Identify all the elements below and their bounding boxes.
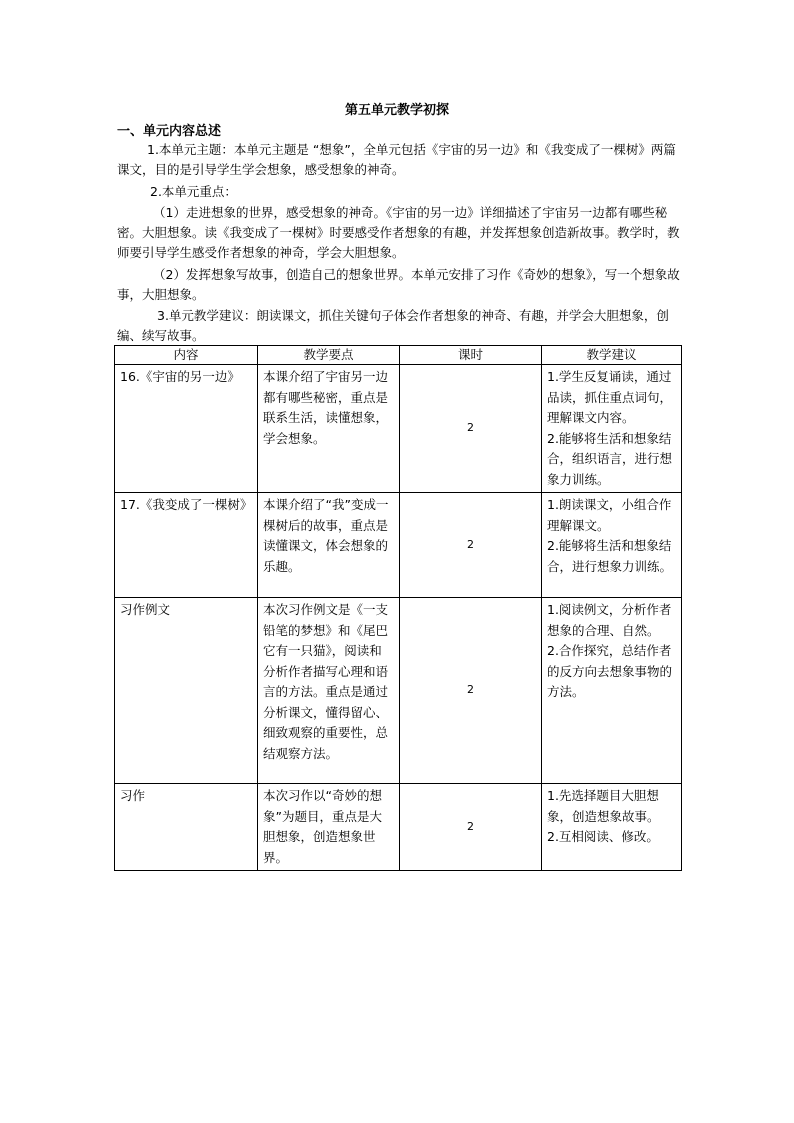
cell-teaching-points: 本次习作以“奇妙的想象”为题目，重点是大胆想象，创造想象世界。 [258,784,400,871]
table-row [115,493,682,598]
cell-teaching-suggestions: 1.阅读例文，分析作者想象的合理、自然。 2.合作探究，总结作者的反方向去想象事物的方法。 [542,598,682,784]
paragraph-focus-1: （1）走进想象的世界，感受想象的神奇。《宇宙的另一边》详细描述了宇宙另一边都有哪些秘密。大胆想象。读《我变成了一棵树》时要感受作者想象的有趣，并发挥想象创造新故事。教学时，教师要引导学生感受作者想象的神奇，学会大胆想象。 [117,205,680,260]
header-class-hours: 课时 [400,346,542,365]
section-heading: 一、单元内容总述 [117,124,222,139]
paragraph-unit-theme: 1.本单元主题：本单元主题是 “想象”，全单元包括《宇宙的另一边》和《我变成了一棵树》两篇课文，目的是引导学生学会想象，感受想象的神奇。 [117,142,676,177]
header-teaching-points: 教学要点 [258,346,400,365]
cell-content: 16.《宇宙的另一边》 [115,365,258,493]
table-row [115,784,682,871]
cell-teaching-suggestions: 1.学生反复诵读，通过品读，抓住重点词句，理解课文内容。 2.能够将生活和想象结合，组织语言，进行想象力训练。 [542,365,682,493]
table-row [115,365,682,493]
document-title: 第五单元教学初探 [344,103,449,118]
cell-content: 习作例文 [115,598,258,784]
cell-class-hours: 2 [400,493,542,598]
cell-content: 习作 [115,784,258,871]
lesson-plan-table [114,345,682,871]
cell-content: 17.《我变成了一棵树》 [115,493,258,598]
table-row [115,598,682,784]
header-teaching-suggestions: 教学建议 [542,346,682,365]
cell-class-hours: 2 [400,784,542,871]
header-content: 内容 [115,346,258,365]
cell-teaching-points: 本课介绍了“我”变成一棵树后的故事，重点是读懂课文，体会想象的乐趣。 [258,493,400,598]
paragraph-focus-2: （2）发挥想象写故事，创造自己的想象世界。本单元安排了习作《奇妙的想象》，写一个想象故事，大胆想象。 [117,267,680,302]
table-header-row [115,346,682,365]
cell-teaching-points: 本课介绍了宇宙另一边都有哪些秘密，重点是联系生活，读懂想象，学会想象。 [258,365,400,493]
cell-class-hours: 2 [400,598,542,784]
cell-class-hours: 2 [400,365,542,493]
cell-teaching-suggestions: 1.朗读课文，小组合作理解课文。 2.能够将生活和想象结合，进行想象力训练。 [542,493,682,598]
cell-teaching-suggestions: 1.先选择题目大胆想象，创造想象故事。 2.互相阅读、修改。 [542,784,682,871]
paragraph-unit-focus-heading: 2.本单元重点： [150,184,237,199]
cell-teaching-points: 本次习作例文是《一支铅笔的梦想》和《尾巴它有一只猫》，阅读和分析作者描写心理和语言的方法。重点是通过分析课文，懂得留心、细致观察的重要性，总结观察方法。 [258,598,400,784]
paragraph-teaching-suggestion: 3.单元教学建议：朗读课文，抓住关键句子体会作者想象的神奇、有趣，并学会大胆想象，创编、续写故事。 [117,308,669,343]
